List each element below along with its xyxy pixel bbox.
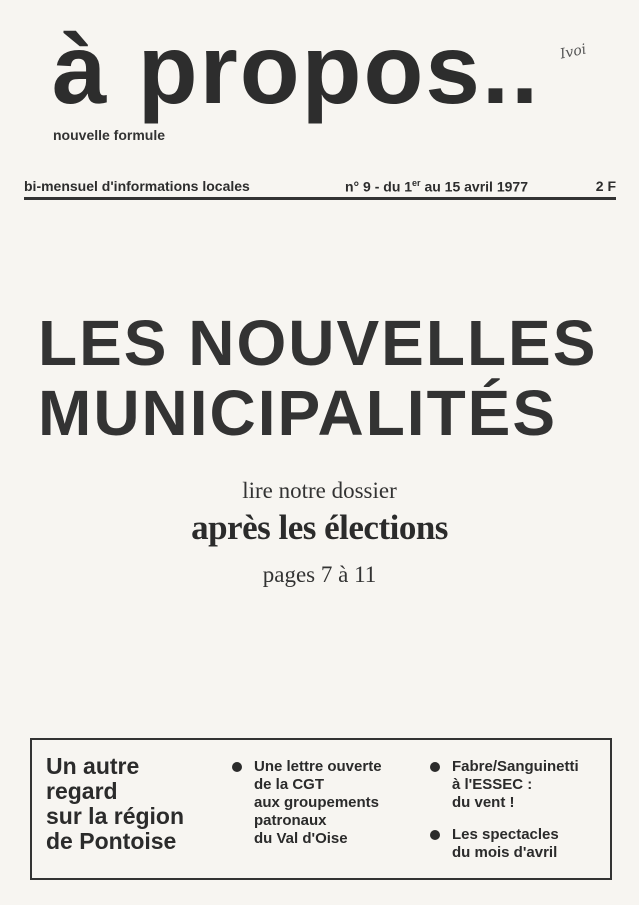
item-line: du vent ! — [452, 794, 515, 811]
item-line: Une lettre ouverte — [254, 758, 382, 775]
contents-column-2 — [430, 758, 610, 876]
item-line: du Val d'Oise — [254, 830, 348, 847]
bullet-dot-icon — [430, 830, 440, 840]
item-line: Fabre/Sanguinetti — [452, 758, 579, 775]
handwritten-note: Ivoi — [558, 41, 588, 63]
lead-line: sur la région — [46, 803, 185, 829]
item-line: à l'ESSEC : — [452, 776, 533, 793]
contents-item — [430, 826, 610, 862]
lead-line: Un autre — [46, 753, 140, 779]
item-line: de la CGT — [254, 776, 325, 793]
contents-item — [430, 758, 610, 812]
feature-intro: lire notre dossier — [242, 478, 397, 503]
issue-superscript: er — [412, 178, 421, 188]
issue-suffix: au 15 avril 1977 — [420, 178, 528, 195]
price: 2 F — [595, 178, 616, 194]
feature-title: après les élections — [191, 508, 448, 547]
item-line: aux groupements — [254, 794, 380, 811]
bullet-dot-icon — [232, 762, 242, 772]
issue-prefix: n° 9 - du 1 — [345, 178, 413, 195]
feature-pages: pages 7 à 11 — [262, 562, 377, 587]
header-divider — [24, 197, 616, 200]
lead-line: de Pontoise — [46, 828, 177, 854]
headline-line-1: LES NOUVELLES — [38, 307, 598, 379]
lead-line: regard — [46, 778, 118, 804]
headline-line-2: MUNICIPALITÉS — [38, 377, 558, 449]
main-headline — [38, 308, 618, 448]
contents-item — [232, 758, 422, 848]
contents-lead — [46, 754, 184, 854]
item-line: Les spectacles — [452, 826, 559, 843]
item-line: du mois d'avril — [452, 844, 558, 861]
item-line: patronaux — [254, 812, 327, 829]
masthead-title: à propos.. — [52, 14, 541, 124]
masthead-subtitle: nouvelle formule — [53, 127, 166, 143]
issue-number-date — [345, 178, 528, 195]
contents-column-1 — [232, 758, 422, 862]
contents-box — [30, 738, 612, 880]
bullet-dot-icon — [430, 762, 440, 772]
publication-description: bi-mensuel d'informations locales — [24, 178, 250, 194]
